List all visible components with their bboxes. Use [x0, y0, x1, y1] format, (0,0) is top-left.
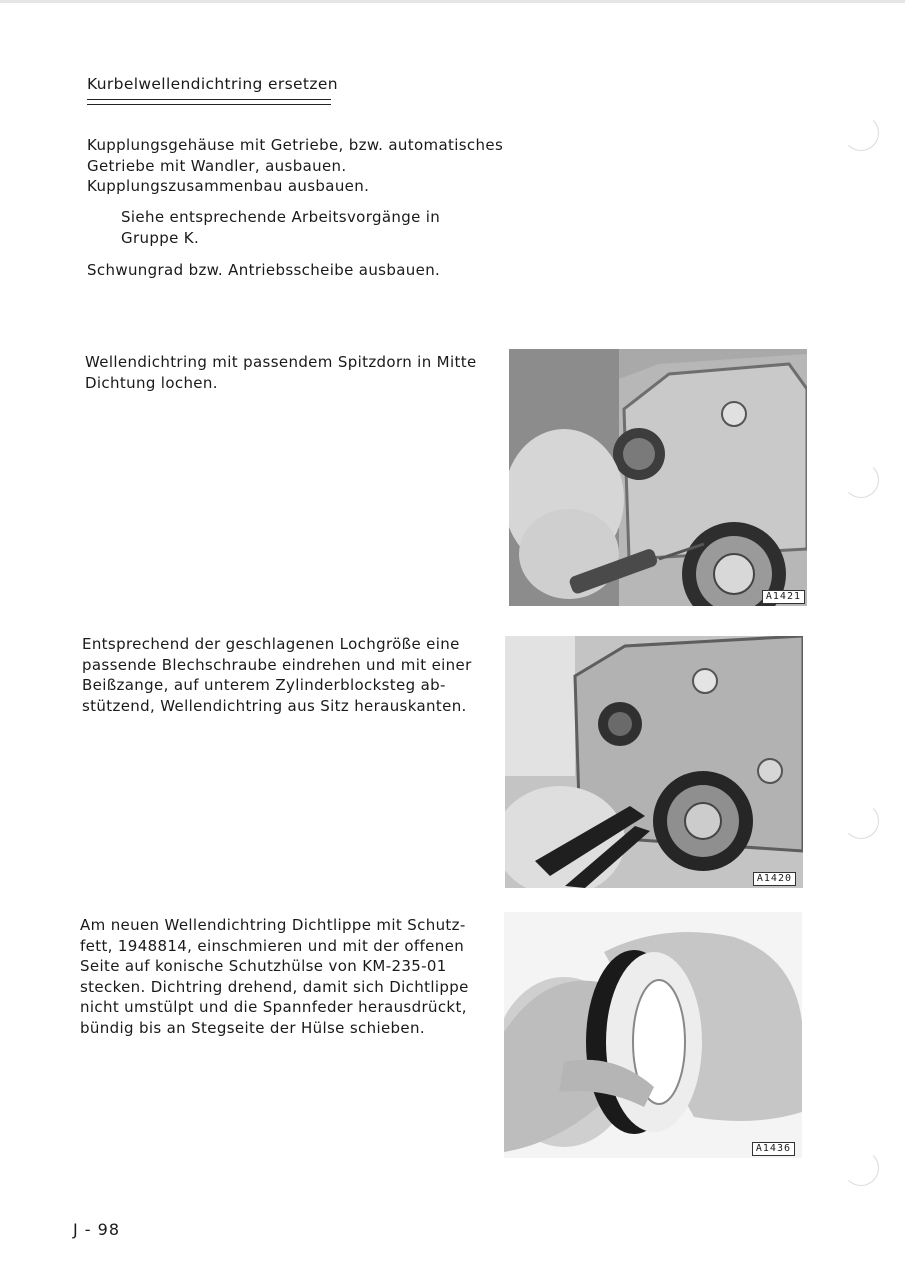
step-line: passende Blechschraube eindrehen und mit einer	[82, 655, 472, 674]
step-line: bündig bis an Stegseite der Hülse schieben.	[80, 1018, 425, 1037]
title-underline	[87, 99, 331, 105]
figure-code: A1420	[753, 872, 796, 886]
intro-final-line: Schwungrad bzw. Antriebsscheibe ausbauen.	[87, 261, 441, 279]
photo-punch-seal-illustration	[509, 349, 807, 606]
page-edge	[0, 0, 905, 3]
intro-line: Getriebe mit Wandler, ausbauen.	[87, 156, 347, 175]
step-line: Wellendichtring mit passendem Spitzdorn in Mitte	[85, 353, 477, 371]
step-2-text	[82, 634, 472, 716]
photo-remove-seal-illustration	[505, 636, 803, 888]
binder-hole-mark	[843, 462, 879, 498]
step-line: nicht umstülpt und die Spannfeder herausdrückt,	[80, 998, 467, 1016]
figure-code: A1436	[752, 1142, 795, 1156]
binder-hole-mark	[843, 115, 879, 151]
step-line: Entsprechend der geschlagenen Lochgröße eine	[82, 635, 460, 653]
step-line: Dichtung lochen.	[85, 373, 218, 392]
photo-install-seal	[504, 912, 802, 1158]
step-line: Seite auf konische Schutzhülse von KM-235-01	[80, 957, 447, 975]
step-line: Beißzange, auf unterem Zylinderblocksteg ab-	[82, 676, 446, 694]
intro-line: Kupplungsgehäuse mit Getriebe, bzw. automatisches	[87, 136, 504, 154]
figure-code: A1421	[762, 590, 805, 604]
step-1-text	[85, 352, 477, 393]
note-line: Siehe entsprechende Arbeitsvorgänge in	[121, 208, 441, 226]
photo-punch-seal	[509, 349, 807, 606]
photo-install-seal-illustration	[504, 912, 802, 1158]
note-line: Gruppe K.	[121, 228, 200, 247]
step-line: fett, 1948814, einschmieren und mit der offenen	[80, 936, 465, 955]
intro-note	[121, 207, 440, 248]
intro-line: Kupplungszusammenbau ausbauen.	[87, 177, 370, 195]
page-title: Kurbelwellendichtring ersetzen	[87, 75, 338, 93]
step-3-text	[80, 915, 469, 1038]
step-line: stützend, Wellendichtring aus Sitz herauskanten.	[82, 696, 467, 715]
step-line: Am neuen Wellendichtring Dichtlippe mit Schutz-	[80, 916, 466, 934]
intro-paragraph	[87, 135, 503, 197]
page-number: J - 98	[73, 1220, 121, 1239]
binder-hole-mark	[843, 1150, 879, 1186]
photo-remove-seal	[505, 636, 803, 888]
step-line: stecken. Dichtring drehend, damit sich Dichtlippe	[80, 977, 469, 996]
binder-hole-mark	[843, 803, 879, 839]
